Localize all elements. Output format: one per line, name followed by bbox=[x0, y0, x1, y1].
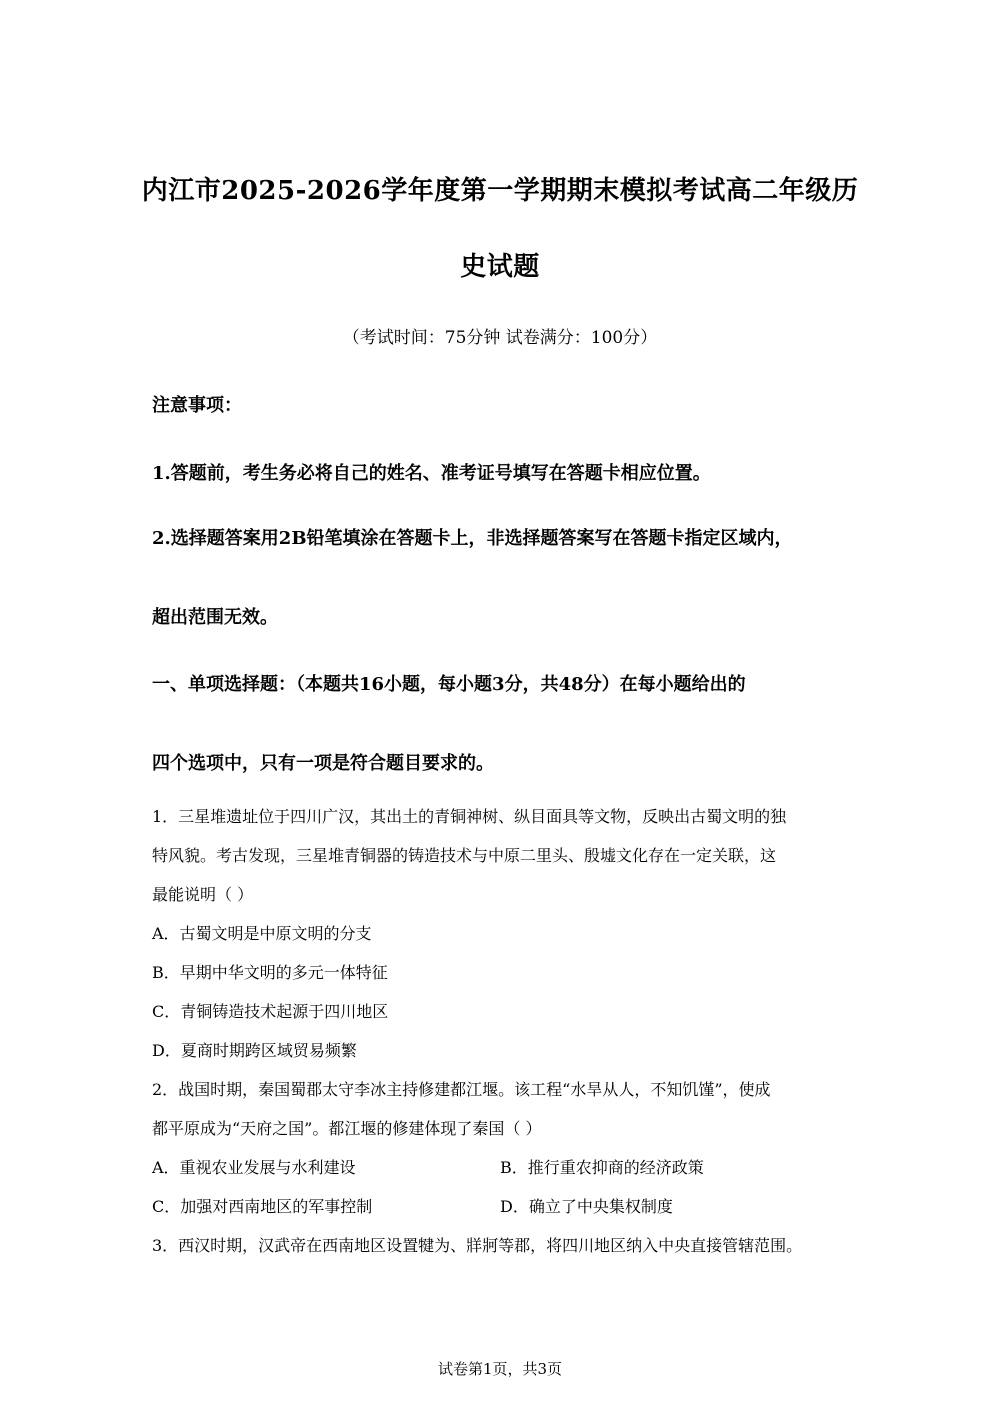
question-2-option-a: A．重视农业发展与水利建设 bbox=[152, 1158, 356, 1177]
question-2-option-d: D．确立了中央集权制度 bbox=[500, 1197, 673, 1216]
page-title-line2: 史试题 bbox=[460, 252, 540, 282]
question-1-line3: 最能说明（ ） bbox=[152, 885, 254, 904]
notice-item-1: 1.答题前，考生务必将自己的姓名、准考证号填写在答题卡相应位置。 bbox=[152, 463, 711, 484]
section-heading-line2: 四个选项中，只有一项是符合题目要求的。 bbox=[152, 753, 494, 774]
question-1-line1: 1．三星堆遗址位于四川广汉，其出土的青铜神树、纵目面具等文物，反映出古蜀文明的独 bbox=[152, 807, 787, 826]
question-1-line2: 特风貌。考古发现，三星堆青铜器的铸造技术与中原二里头、殷墟文化存在一定关联，这 bbox=[152, 846, 777, 865]
exam-info: （考试时间：75分钟 试卷满分：100分） bbox=[342, 328, 658, 348]
question-1-option-a: A．古蜀文明是中原文明的分支 bbox=[152, 924, 372, 943]
question-1-option-c: C．青铜铸造技术起源于四川地区 bbox=[152, 1002, 389, 1021]
question-2-option-c: C．加强对西南地区的军事控制 bbox=[152, 1197, 373, 1216]
question-3-line1: 3．西汉时期，汉武帝在西南地区设置犍为、牂牁等郡，将四川地区纳入中央直接管辖范围。 bbox=[152, 1236, 803, 1255]
question-1-option-d: D．夏商时期跨区域贸易频繁 bbox=[152, 1041, 357, 1060]
notice-item-2-line2: 超出范围无效。 bbox=[152, 607, 278, 628]
question-2-line2: 都平原成为“天府之国”。都江堰的修建体现了秦国（ ） bbox=[152, 1119, 542, 1138]
question-2-line1: 2．战国时期，秦国蜀郡太守李冰主持修建都江堰。该工程“水旱从人，不知饥馑”，使成 bbox=[152, 1080, 771, 1099]
page-title-line1: 内江市2025-2026学年度第一学期期末模拟考试高二年级历 bbox=[141, 176, 859, 206]
notice-item-2-line1: 2.选择题答案用2B铅笔填涂在答题卡上，非选择题答案写在答题卡指定区域内， bbox=[152, 528, 793, 549]
question-2-option-b: B．推行重农抑商的经济政策 bbox=[500, 1158, 704, 1177]
page-footer: 试卷第1页，共3页 bbox=[437, 1360, 563, 1378]
notice-heading: 注意事项： bbox=[152, 395, 242, 416]
section-heading-line1: 一、单项选择题：（本题共16小题，每小题3分，共48分）在每小题给出的 bbox=[152, 674, 746, 695]
question-1-option-b: B．早期中华文明的多元一体特征 bbox=[152, 963, 388, 982]
